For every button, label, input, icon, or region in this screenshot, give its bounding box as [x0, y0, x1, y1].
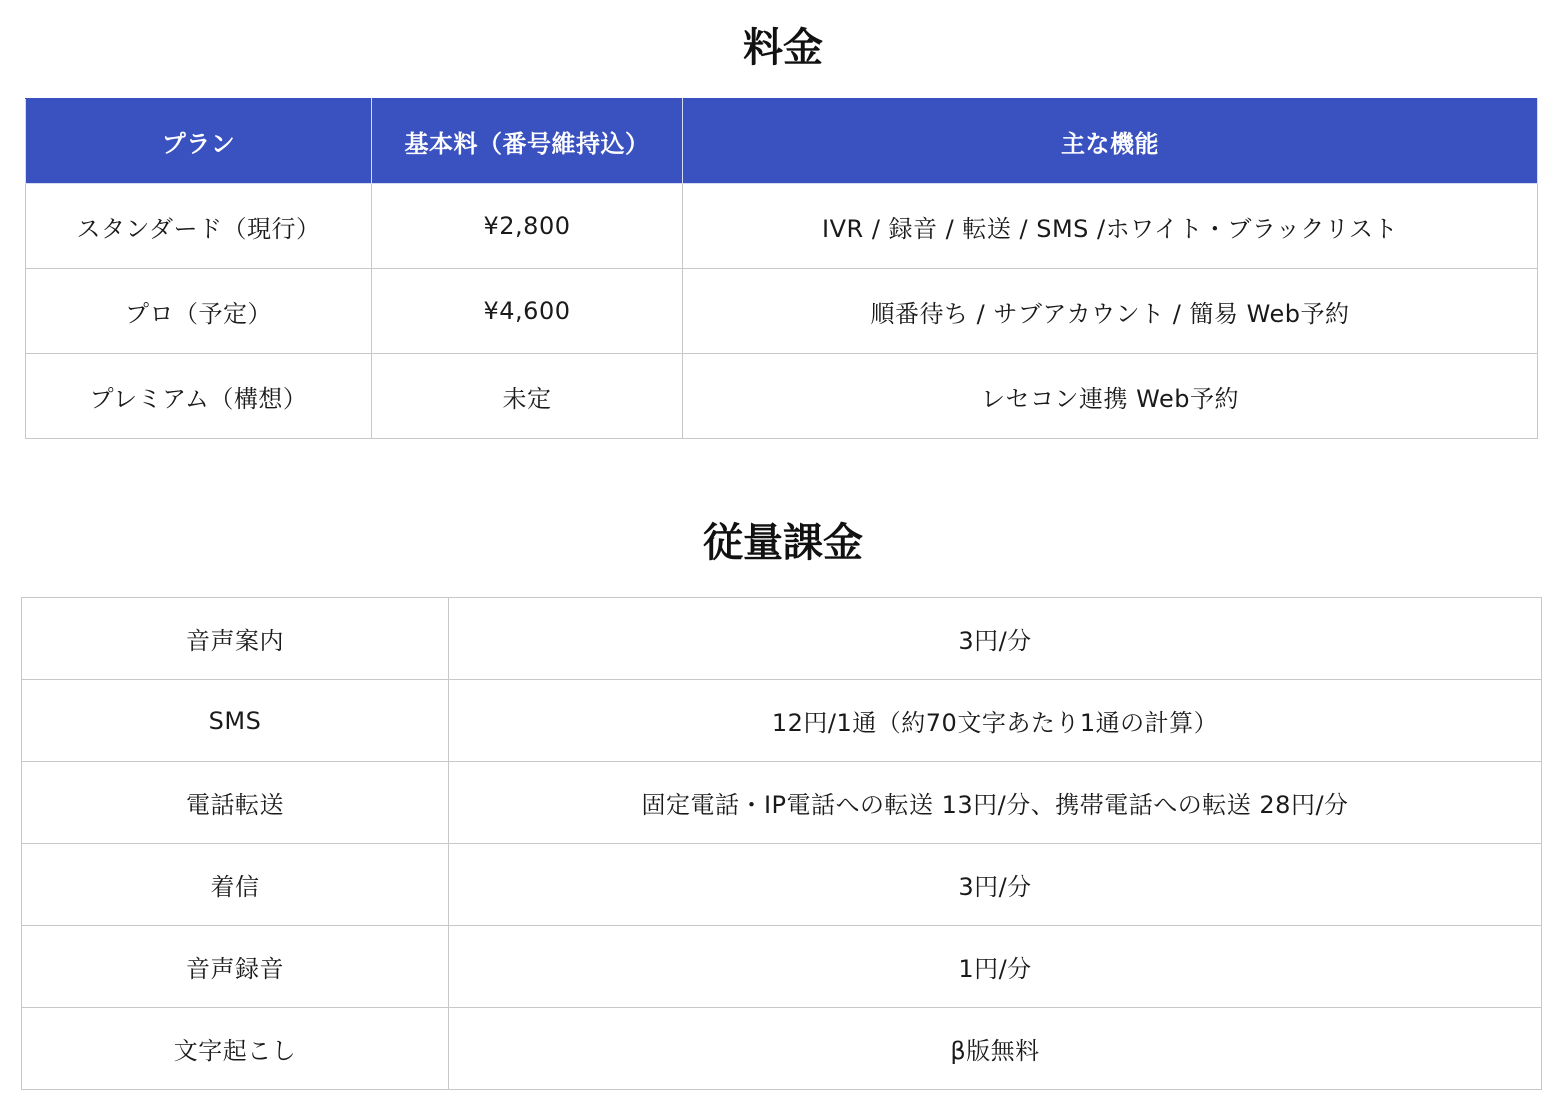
plan-features: 順番待ち / サブアカウント / 簡易 Web予約 — [683, 269, 1538, 354]
usage-price: 固定電話・IP電話への転送 13円/分、携帯電話への転送 28円/分 — [449, 762, 1542, 844]
plan-name: スタンダード（現行） — [26, 184, 372, 269]
header-base-fee: 基本料（番号維持込） — [372, 99, 683, 184]
header-plan: プラン — [26, 99, 372, 184]
table-row — [22, 598, 1542, 680]
table-row — [22, 762, 1542, 844]
header-features: 主な機能 — [683, 99, 1538, 184]
table-row — [26, 269, 1538, 354]
usage-title: 従量課金 — [703, 520, 863, 566]
table-row — [22, 926, 1542, 1008]
usage-item: 音声案内 — [22, 598, 449, 680]
plan-features: IVR / 録音 / 転送 / SMS /ホワイト・ブラックリスト — [683, 184, 1538, 269]
table-row — [22, 1008, 1542, 1090]
plan-name: プレミアム（構想） — [26, 354, 372, 439]
table-row — [26, 184, 1538, 269]
usage-item: SMS — [22, 680, 449, 762]
plan-features: レセコン連携 Web予約 — [683, 354, 1538, 439]
usage-item: 文字起こし — [22, 1008, 449, 1090]
table-row — [22, 680, 1542, 762]
usage-table — [21, 597, 1542, 1090]
table-row — [26, 354, 1538, 439]
plan-name: プロ（予定） — [26, 269, 372, 354]
pricing-table — [25, 98, 1538, 439]
usage-price: 3円/分 — [449, 844, 1542, 926]
plan-fee: ¥2,800 — [372, 184, 683, 269]
pricing-header-row — [26, 99, 1538, 184]
table-row — [22, 844, 1542, 926]
pricing-title: 料金 — [743, 25, 823, 71]
usage-item: 着信 — [22, 844, 449, 926]
plan-fee: 未定 — [372, 354, 683, 439]
plan-fee: ¥4,600 — [372, 269, 683, 354]
usage-item: 電話転送 — [22, 762, 449, 844]
usage-item: 音声録音 — [22, 926, 449, 1008]
usage-price: β版無料 — [449, 1008, 1542, 1090]
usage-price: 12円/1通（約70文字あたり1通の計算） — [449, 680, 1542, 762]
usage-price: 3円/分 — [449, 598, 1542, 680]
usage-price: 1円/分 — [449, 926, 1542, 1008]
